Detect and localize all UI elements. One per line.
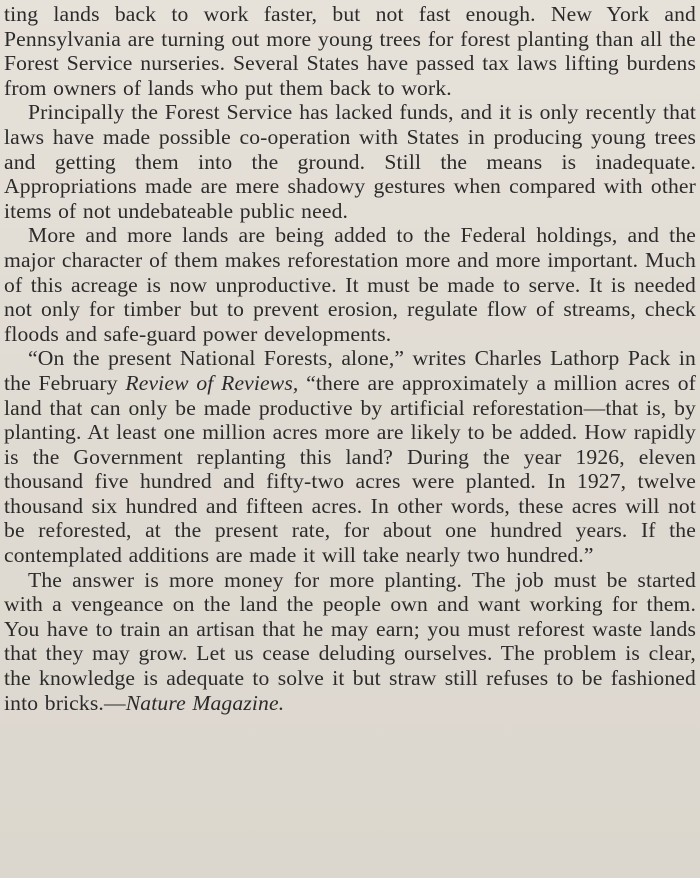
paragraph-text: Principally the Forest Service has lacked funds, and it is only recently that laws have made possible co-operation with States in producing young trees and getting them into the ground. Still the means is inadequate. Appropriations made are mere shadowy gestures when compared with other items of not undebateable public need.	[4, 100, 696, 223]
quote-intro-text: “On the present National Forests, alone,” writes Charles Lathorp Pack in the February	[4, 346, 696, 395]
source-attribution: Nature Magazine.	[125, 690, 285, 715]
quote-body-text: “there are approximately a million acres of land that can only be made productive by artificial reforestation—that is, by planting. At least one million acres more are likely to be added. How rapidly is the Government replanting this land? During the year 1926, eleven thousand five hundred and fifty-two acres were planted. In 1927, twelve thousand six hundred and fifteen acres. In other words, these acres will not be reforested, at the present rate, for about one hundred years. If the contemplated additions are made it will take nearly two hundred.”	[4, 370, 696, 568]
paragraph-text: The answer is more money for more planting. The job must be started with a vengeance on the land the people own and want working for them. You have to train an artisan that he may earn; you must reforest waste lands that they may grow. Let us cease deluding ourselves. The problem is clear, the knowledge is adequate to solve it but straw still refuses to be fashioned into bricks.—	[4, 567, 696, 715]
paragraph-federal-holdings	[4, 223, 696, 346]
paragraph-continued	[4, 2, 696, 100]
paragraph-pack-quote	[4, 346, 696, 567]
paragraph-text: More and more lands are being added to the Federal holdings, and the major character of them makes reforestation more and more important. Much of this acreage is now unproductive. It must be made to serve. It is needed not only for timber but to prevent erosion, regulate flow of streams, check floods and safe-guard power developments.	[4, 223, 696, 346]
paragraph-text: ting lands back to work faster, but not fast enough. New York and Pennsylvania are turning out more young trees for forest planting than all the Forest Service nurseries. Several States have passed tax laws lifting burdens from owners of lands who put them back to work.	[4, 2, 696, 100]
article-body	[4, 2, 696, 715]
publication-title: Review of Reviews,	[125, 370, 299, 395]
paragraph-forest-service-funds	[4, 100, 696, 223]
paragraph-conclusion	[4, 568, 696, 716]
